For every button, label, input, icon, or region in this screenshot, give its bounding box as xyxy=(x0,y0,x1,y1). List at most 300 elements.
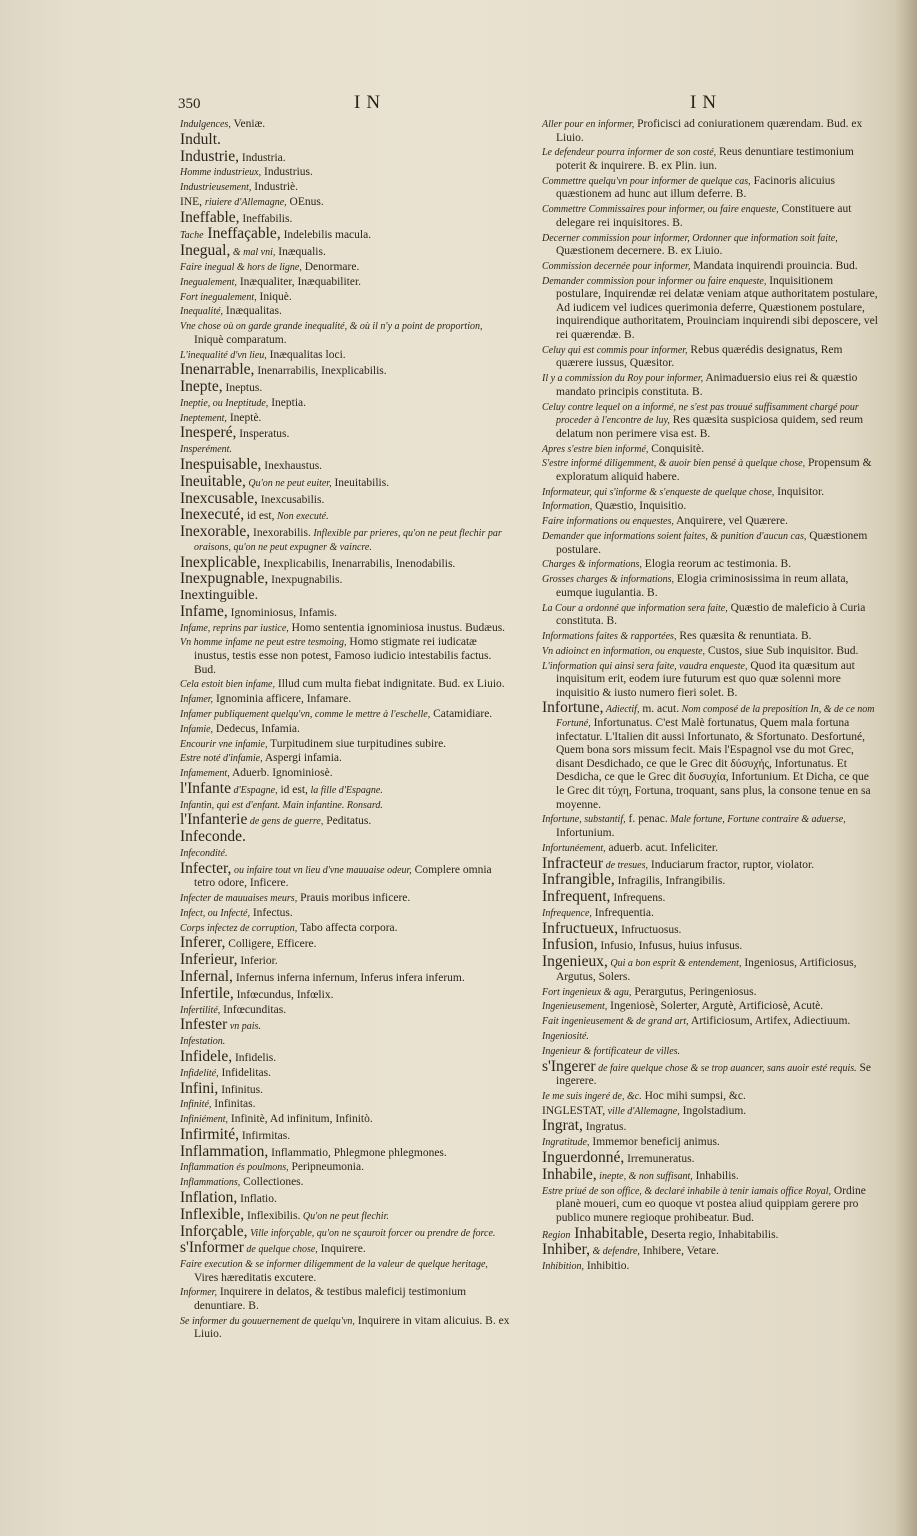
dictionary-entry xyxy=(180,738,510,752)
headword: Inepte, xyxy=(180,378,223,396)
dictionary-entry xyxy=(180,936,510,952)
dictionary-entry xyxy=(180,892,510,906)
dictionary-entry xyxy=(542,890,878,906)
french-gloss: Informations faites & rapportées, xyxy=(542,630,677,642)
dictionary-entry xyxy=(180,291,510,305)
french-gloss: Tache xyxy=(180,230,204,242)
latin-gloss: Animaduersio eius rei & quæstio mandato principis constituta. B. xyxy=(556,372,858,398)
dictionary-entry xyxy=(180,1241,510,1257)
dictionary-entry xyxy=(180,813,510,829)
headword: Infracteur xyxy=(542,854,604,872)
headword: Infeconde. xyxy=(180,828,246,846)
french-gloss: Homme industrieux, xyxy=(180,167,262,179)
french-gloss: Qu'on ne peut euiter, xyxy=(245,477,332,489)
dictionary-entry xyxy=(180,1047,510,1066)
french-gloss: Faire informations ou enquestes, xyxy=(542,516,674,528)
dictionary-entry xyxy=(542,660,878,701)
latin-gloss: Artificiosum, Artifex, Adiectiuum. xyxy=(688,1015,851,1028)
french-gloss: Infamie, xyxy=(180,723,214,735)
latin-gloss: Elogia criminosissima in reum allata, eumque iugulantia. B. xyxy=(556,573,849,599)
latin-gloss: Inexorabilis. xyxy=(250,527,311,540)
headword: Infidele, xyxy=(180,1047,233,1065)
dictionary-entry xyxy=(180,1079,510,1098)
dictionary-entry xyxy=(180,305,510,319)
latin-gloss: Industria. xyxy=(238,151,286,164)
latin-gloss: Complere omnia tetro odore, Inficere. xyxy=(194,863,492,890)
dictionary-entry xyxy=(180,1098,510,1112)
headword: Infini, xyxy=(180,1079,219,1097)
dictionary-entry xyxy=(180,181,510,195)
dictionary-entry xyxy=(542,1057,878,1089)
french-gloss: Faire execution & se informer diligemment de la valeur de quelque heritage, xyxy=(180,1259,488,1271)
latin-gloss: Inhibitio. xyxy=(583,1260,630,1273)
french-gloss: Celuy qui est commis pour informer, xyxy=(542,344,688,356)
dictionary-entry xyxy=(180,443,510,457)
headword: Inexcusable, xyxy=(180,489,258,507)
dictionary-entry xyxy=(180,553,510,572)
dictionary-entry xyxy=(180,970,510,986)
dictionary-entry xyxy=(180,589,510,604)
french-gloss: Commission decernée pour informer, xyxy=(542,260,691,272)
dictionary-entry xyxy=(180,458,510,474)
latin-gloss: Catamidiare. xyxy=(430,707,493,720)
french-gloss: Infantin, qui est d'enfant. Main infantine. Ronsard. xyxy=(180,799,383,811)
latin-gloss: Denormare. xyxy=(301,261,360,274)
headword: Inextinguible. xyxy=(180,588,259,604)
dictionary-entry xyxy=(542,986,878,1000)
latin-gloss: Industrius. xyxy=(261,166,313,179)
french-gloss: de gens de guerre, xyxy=(247,816,324,828)
french-gloss: Inegualement, xyxy=(180,276,237,288)
latin-gloss: Mandata inquirendi prouincia. Bud. xyxy=(690,259,858,272)
latin-gloss: Industriè. xyxy=(251,181,299,194)
latin-gloss: Inquisitionem postulare, Inquirendæ rei delatæ veniam atque authoritatem postulare, Ad iudicem vel iudices querimonia deferre, Quæstionem postulare, inquirendique authoritatem, Prouinciam inquirendi sibi deposcere, vel rei quærendæ. B. xyxy=(556,274,878,342)
latin-gloss: Inæqualis. xyxy=(275,246,326,259)
french-gloss: Il y a commission du Roy pour informer, xyxy=(542,373,704,385)
headword: Infusion, xyxy=(542,936,598,954)
latin-gloss: Inæqualiter, Inæquabiliter. xyxy=(236,275,362,288)
page-number: 350 xyxy=(178,96,201,112)
dictionary-entry xyxy=(542,873,878,889)
french-gloss: Ingenieur & fortificateur de villes. xyxy=(542,1045,681,1057)
dictionary-entry xyxy=(180,118,510,132)
latin-gloss: Conquisitè. xyxy=(648,442,704,455)
french-gloss: Fort ingenieux & agu, xyxy=(542,986,632,998)
headword: Ingrat, xyxy=(542,1117,583,1135)
latin-gloss: Infidelis. xyxy=(232,1051,277,1064)
latin-gloss: Induciarum fractor, ruptor, violator. xyxy=(648,858,815,871)
dictionary-entry xyxy=(180,1315,510,1342)
dictionary-entry xyxy=(542,443,878,457)
latin-gloss: Inquirere in delatos, & testibus maleficij testimonium denuntiare. B. xyxy=(194,1286,467,1313)
headword: Infester xyxy=(180,1016,228,1034)
dictionary-entry xyxy=(542,813,878,840)
headword: Infame, xyxy=(180,602,228,620)
dictionary-entry xyxy=(542,630,878,644)
dictionary-entry xyxy=(542,372,878,399)
dictionary-entry xyxy=(180,1286,510,1313)
page-header xyxy=(178,92,878,118)
french-gloss: Vn homme infame ne peut estre tesmoing, xyxy=(180,637,347,649)
latin-gloss: Quod ita quæsitum aut inquisitum erit, eodem iure futurum est quo quæ solenni more inquisitio & iusto numero fieri solet. B. xyxy=(556,659,855,699)
dictionary-entry xyxy=(180,320,510,347)
headword: Inferieur, xyxy=(180,951,238,969)
latin-gloss: Turpitudinem siue turpitudines subire. xyxy=(267,737,447,750)
dictionary-entry xyxy=(542,260,878,274)
dictionary-entry xyxy=(180,678,510,692)
headword: Inflation, xyxy=(180,1188,238,1206)
headword: Inexorable, xyxy=(180,523,251,541)
dictionary-entry xyxy=(180,767,510,781)
french-gloss: Infect, ou Infecté, xyxy=(180,907,250,919)
dictionary-entry xyxy=(180,693,510,707)
dictionary-entry xyxy=(542,486,878,500)
dictionary-entry xyxy=(180,1222,510,1241)
french-gloss: Cela estoit bien infame, xyxy=(180,679,275,691)
french-gloss: Celuy contre lequel on a informé, ne s'est pas trouué suffisamment chargé pour proceder à l'encontre de luy, xyxy=(542,401,859,427)
dictionary-entry xyxy=(542,1000,878,1014)
dictionary-entry xyxy=(180,799,510,813)
latin-gloss: Ingratus. xyxy=(582,1121,627,1134)
french-gloss: Adiectif, xyxy=(603,704,640,716)
dictionary-entry xyxy=(542,1224,878,1243)
headword: l'Infanterie xyxy=(180,811,248,829)
dictionary-entry xyxy=(180,847,510,861)
french-gloss: de quelque chose, xyxy=(243,1244,318,1256)
latin-gloss: Ingeniosè, Solerter, Argutè, Artificiosè, Acutè. xyxy=(607,1000,824,1013)
latin-gloss: Tabo affecta corpora. xyxy=(297,921,398,934)
latin-gloss: Illud cum multa fiebat indignitate. Bud. ex Liuio. xyxy=(275,678,505,691)
french-gloss: Infame, reprins par iustice, xyxy=(180,622,289,634)
headword: Indult. xyxy=(180,130,221,148)
dictionary-entry xyxy=(180,602,510,621)
latin-gloss: INE, xyxy=(180,195,205,208)
dictionary-entry xyxy=(542,401,878,442)
french-gloss: Male fortune, Fortune contraire & aduerse, xyxy=(667,814,846,826)
latin-gloss: Infrequentia. xyxy=(591,906,654,919)
dictionary-entry xyxy=(180,1188,510,1207)
latin-gloss: Ignominiosus, Infamis. xyxy=(227,606,338,619)
dictionary-entry xyxy=(542,1165,878,1184)
latin-gloss: Veniæ. xyxy=(230,118,266,130)
dictionary-entry xyxy=(180,907,510,921)
french-gloss: Infrequence, xyxy=(542,907,592,919)
french-gloss: d'Espagne, xyxy=(231,784,278,796)
latin-gloss: Rebus quærédis designatus, Rem quærere iussus, Quæsitor. xyxy=(556,343,843,370)
dictionary-entry xyxy=(180,412,510,426)
latin-gloss: Reus denuntiare testimonium poterit & inquirere. B. ex Plin. iun. xyxy=(556,146,854,172)
latin-gloss: Irremuneratus. xyxy=(624,1153,695,1166)
dictionary-entry xyxy=(542,701,878,812)
dictionary-entry xyxy=(542,558,878,572)
french-gloss: Infiniément, xyxy=(180,1114,229,1126)
dictionary-entry xyxy=(542,1015,878,1029)
dictionary-entry xyxy=(542,1151,878,1167)
french-gloss: vn pais. xyxy=(227,1021,261,1033)
dictionary-entry xyxy=(542,146,878,173)
dictionary-entry xyxy=(180,276,510,290)
headword: Infortune, xyxy=(542,699,604,717)
latin-gloss: Infidelitas. xyxy=(218,1066,271,1079)
headword: Inexplicable, xyxy=(180,553,261,571)
dictionary-entry xyxy=(542,344,878,371)
latin-gloss: id est, xyxy=(277,783,308,796)
right-running-head: IN xyxy=(690,92,723,113)
headword: Inegual, xyxy=(180,242,231,260)
french-gloss: Ie me suis ingeré de, &c. xyxy=(542,1090,642,1102)
headword: Ineuitable, xyxy=(180,472,246,490)
french-gloss: Inflexible par prieres, qu'on ne peut flechir par oraisons, qu'on ne peut expugner & vaincre. xyxy=(194,528,502,553)
dictionary-entry xyxy=(180,227,510,243)
french-gloss: Decerner commission pour informer, Ordonner que information soit faite, xyxy=(542,232,838,244)
french-gloss: Vn adioinct en information, ou enqueste, xyxy=(542,645,706,657)
french-gloss: Se informer du gouuernement de quelqu'vn, xyxy=(180,1315,355,1327)
dictionary-entry xyxy=(180,1205,510,1224)
dictionary-entry xyxy=(180,1035,510,1049)
dictionary-entry xyxy=(180,723,510,737)
dictionary-entry xyxy=(542,1030,878,1044)
french-gloss: Ingeniosité. xyxy=(542,1030,589,1042)
french-gloss: Fait ingenieusement & de grand art, xyxy=(542,1016,689,1028)
french-gloss: Vne chose où on garde grande inequalité, & où il n'y a point de proportion, xyxy=(180,321,483,333)
dictionary-entry xyxy=(180,166,510,180)
latin-gloss: Iniquè comparatum. xyxy=(194,333,287,346)
headword: Inhabile, xyxy=(542,1165,597,1183)
headword: Ingenieux, xyxy=(542,953,608,971)
latin-gloss: Res quæsita suspiciosa quidem, sed reum delatum non perimere visa est. B. xyxy=(556,414,864,440)
dictionary-entry xyxy=(180,1125,510,1144)
french-gloss: Informer, xyxy=(180,1287,217,1299)
left-column xyxy=(180,118,510,1343)
french-gloss: Ville inforçable, qu'on ne sçauroit forcer ou prendre de force. xyxy=(247,1227,496,1239)
french-gloss: Infidelité, xyxy=(180,1067,219,1079)
headword: Inenarrable, xyxy=(180,361,255,379)
dictionary-entry xyxy=(180,708,510,722)
dictionary-entry xyxy=(542,1119,878,1135)
french-gloss: Aller pour en informer, xyxy=(542,119,635,130)
headword: Inflammation, xyxy=(180,1142,269,1160)
latin-gloss: Quæstionem decernere. B. ex Liuio. xyxy=(556,245,723,258)
latin-gloss: INGLESTAT, xyxy=(542,1104,606,1117)
french-gloss: Ineptie, ou Ineptitude, xyxy=(180,397,269,409)
latin-gloss: Peditatus. xyxy=(323,815,372,828)
french-gloss: S'estre informé diligemment, & auoir bien pensé à quelque chose, xyxy=(542,458,806,470)
french-gloss: & defendre, xyxy=(590,1246,640,1258)
latin-gloss: Inferior. xyxy=(237,955,278,968)
dictionary-entry xyxy=(542,530,878,557)
latin-gloss: Inquirere. xyxy=(317,1243,366,1256)
latin-gloss: Inexhaustus. xyxy=(261,460,323,472)
latin-gloss: Inflexibilis. xyxy=(244,1209,301,1222)
headword: Infernal, xyxy=(180,968,233,986)
dictionary-entry xyxy=(542,1136,878,1150)
latin-gloss: Infortunatus. C'est Malè fortunatus, Quem mala fortuna infectatur. L'Italien dit aussi Infortunato, & Sfortunato. Desfortuné, Quem bona sors missum fecit. Mais l'Espagnol vse du mot Grec, disant Desdichado, ce que le Grec dit δύσυχής, Infortunatus. Et Desdicha, ce que le Grec dit δυσυχία, Infortunium. Et Dicha, ce que le Grec dit τύχη, Fortuna, troquant, sans plus, la consone tenue en sa moyenne. xyxy=(556,717,871,811)
latin-gloss: m. acut. xyxy=(639,703,680,716)
dictionary-entry xyxy=(542,1105,878,1119)
headword: Ineffable, xyxy=(180,208,240,226)
french-gloss: Information, xyxy=(542,501,593,513)
dictionary-entry xyxy=(542,500,878,514)
headword: s'Ingerer xyxy=(542,1057,596,1075)
latin-gloss: Infœcundus, Infœlix. xyxy=(233,988,334,1001)
dictionary-entry xyxy=(180,984,510,1003)
latin-gloss: Anquirere, vel Quærere. xyxy=(673,515,788,528)
dictionary-entry xyxy=(542,457,878,484)
french-gloss: Infamer publiquement quelqu'vn, comme le mettre à l'eschelle, xyxy=(180,708,431,720)
latin-gloss: Ordine planè moueri, cum eo quoque vt postea aliud quippiam gerere pro publico munere regioque prohibeatur. Bud. xyxy=(556,1184,866,1224)
latin-gloss: Inflammatio, Phlegmone phlegmones. xyxy=(268,1146,447,1159)
headword: Ineffaçable, xyxy=(203,225,281,243)
dictionary-entry xyxy=(180,622,510,636)
latin-gloss: id est, xyxy=(244,510,275,523)
dictionary-entry xyxy=(180,208,510,227)
latin-gloss: Custos, siue Sub inquisitor. Bud. xyxy=(705,644,859,657)
dictionary-entry xyxy=(180,508,510,524)
french-gloss: Faire inegual & hors de ligne, xyxy=(180,262,302,274)
headword: Infrequent, xyxy=(542,888,611,906)
dictionary-entry xyxy=(180,1067,510,1081)
french-gloss: Corps infectez de corruption, xyxy=(180,922,298,934)
dictionary-entry xyxy=(180,1018,510,1034)
dictionary-entry xyxy=(542,1090,878,1104)
french-gloss: Infecter de mauuaises meurs, xyxy=(180,893,298,905)
french-gloss: Infortunéement, xyxy=(542,842,606,854)
dictionary-entry xyxy=(542,645,878,659)
headword: Inesperé, xyxy=(180,424,237,442)
latin-gloss: Inexplicabilis, Inenarrabilis, Inenodabilis. xyxy=(260,557,456,570)
french-gloss: Ingenieusement, xyxy=(542,1001,608,1013)
headword: Inguerdonné, xyxy=(542,1149,625,1167)
dictionary-entry xyxy=(542,842,878,856)
dictionary-entry xyxy=(180,953,510,969)
dictionary-entry xyxy=(542,1243,878,1259)
latin-gloss: Inenarrabilis, Inexplicabilis. xyxy=(254,365,387,378)
latin-gloss: Infrequens. xyxy=(610,892,666,905)
latin-gloss: Inexpugnabilis. xyxy=(268,574,343,587)
dictionary-entry xyxy=(542,175,878,202)
french-gloss: Charges & informations, xyxy=(542,559,642,571)
latin-gloss: Hoc mihi sumpsi, &c. xyxy=(641,1089,746,1102)
french-gloss: L'inequalité d'vn lieu, xyxy=(180,349,267,361)
french-gloss: de faire quelque chose & se trop auancer, sans auoir esté requis. xyxy=(595,1062,857,1074)
dictionary-entry xyxy=(180,922,510,936)
dictionary-entry xyxy=(542,919,878,938)
dictionary-entry xyxy=(180,426,510,442)
latin-gloss: Ineptè. xyxy=(226,411,262,424)
latin-gloss: Immemor beneficij animus. xyxy=(589,1136,720,1149)
latin-gloss: Elogia reorum ac testimonia. B. xyxy=(641,558,792,571)
latin-gloss: Proficisci ad coniurationem quærendam. Bud. ex Liuio. xyxy=(556,118,863,144)
latin-gloss: Inæqualitas loci. xyxy=(266,348,346,361)
french-gloss: Infortune, substantif, xyxy=(542,814,626,826)
dictionary-entry xyxy=(180,380,510,396)
latin-gloss: Collectiones. xyxy=(240,1176,304,1189)
dictionary-entry xyxy=(542,955,878,984)
latin-gloss: Infœcunditas. xyxy=(220,1003,287,1016)
latin-gloss: Res quæsita & renuntiata. B. xyxy=(676,629,812,642)
headword: Industrie, xyxy=(180,147,239,165)
dictionary-entry xyxy=(180,1161,510,1175)
french-gloss: Inflammations, xyxy=(180,1177,241,1189)
dictionary-entry xyxy=(180,397,510,411)
page-edge-shadow xyxy=(895,0,917,1536)
headword: Inhabitable, xyxy=(570,1224,648,1242)
latin-gloss: Inæqualitas. xyxy=(223,305,282,318)
latin-gloss: OEnus. xyxy=(286,195,324,208)
headword: Inferer, xyxy=(180,934,226,952)
french-gloss: la fille d'Espagne. xyxy=(307,784,383,796)
latin-gloss: Inhibere, Vetare. xyxy=(639,1245,719,1258)
latin-gloss: Insperatus. xyxy=(236,428,290,441)
dictionary-entry xyxy=(542,515,878,529)
french-gloss: Le defendeur pourra informer de son costé, xyxy=(542,147,717,159)
latin-gloss: Propensum & exploratum aliquid habere. xyxy=(556,457,872,483)
french-gloss: ville d'Allemagne, xyxy=(605,1105,680,1117)
left-running-head: IN xyxy=(354,92,387,113)
dictionary-entry xyxy=(180,244,510,260)
latin-gloss: Infructuosus. xyxy=(618,923,682,936)
dictionary-entry xyxy=(180,130,510,149)
latin-gloss: Se ingerere. xyxy=(556,1061,872,1088)
french-gloss: ou infaire tout vn lieu d'vne mauuaise odeur, xyxy=(231,864,412,876)
latin-gloss: Colligere, Efficere. xyxy=(225,938,317,951)
latin-gloss: Ineptus. xyxy=(222,382,263,395)
french-gloss: Nom composé de la preposition In, & de ce nom Fortuné, xyxy=(556,704,875,730)
latin-gloss: Iniquè. xyxy=(256,290,292,303)
latin-gloss: Ineptia. xyxy=(268,396,306,409)
french-gloss: Infinité, xyxy=(180,1099,212,1111)
headword: Inexpugnable, xyxy=(180,570,269,588)
latin-gloss: Ingeniosus, Artificiosus, Argutus, Solers. xyxy=(556,957,857,983)
latin-gloss: Infirmitas. xyxy=(238,1129,291,1142)
french-gloss: Insperément. xyxy=(180,444,232,456)
latin-gloss: Constituere aut delegare rei inquisitores. B. xyxy=(556,203,852,229)
french-gloss: Inflammation és poulmons, xyxy=(180,1162,289,1174)
latin-gloss: Infinitus. xyxy=(218,1083,264,1096)
french-gloss: La Cour a ordonné que information sera faite, xyxy=(542,602,728,614)
dictionary-entry xyxy=(542,602,878,629)
latin-gloss: Dedecus, Infamia. xyxy=(213,722,300,735)
latin-gloss: Infectus. xyxy=(249,906,293,919)
french-gloss: Apres s'estre bien informé, xyxy=(542,443,649,455)
headword: Inexecuté, xyxy=(180,506,245,524)
dictionary-entry xyxy=(542,907,878,921)
latin-gloss: Deserta regio, Inhabitabilis. xyxy=(647,1228,779,1241)
french-gloss: Encourir vne infamie, xyxy=(180,738,268,750)
french-gloss: Fort inegualement, xyxy=(180,291,257,303)
headword: Infertile, xyxy=(180,984,234,1002)
dictionary-entry xyxy=(542,232,878,259)
latin-gloss: Peripneumonia. xyxy=(288,1161,364,1174)
headword: Inhiber, xyxy=(542,1241,591,1259)
french-gloss: de tresues, xyxy=(603,859,648,871)
dictionary-entry xyxy=(180,147,510,166)
dictionary-entry xyxy=(542,1260,878,1274)
latin-gloss: Homo sententia ignominiosa inustus. Budæus. xyxy=(288,621,506,634)
dictionary-entry xyxy=(180,859,510,891)
dictionary-entry xyxy=(180,752,510,766)
french-gloss: Qu'on ne peut flechir. xyxy=(300,1210,389,1222)
french-gloss: Non executé. xyxy=(274,511,329,523)
latin-gloss: Ineuitabilis. xyxy=(331,476,390,489)
latin-gloss: Homo stigmate rei iudicatæ inustus, testis esse non potest, Famoso iudicio intestabilis factus. Bud. xyxy=(194,636,492,676)
headword: l'Infante xyxy=(180,779,231,797)
french-gloss: Infertilité, xyxy=(180,1004,221,1016)
headword: Inespuisable, xyxy=(180,456,262,473)
dictionary-entry xyxy=(180,261,510,275)
latin-gloss: Ineffabilis. xyxy=(239,212,293,225)
right-column xyxy=(542,118,878,1275)
